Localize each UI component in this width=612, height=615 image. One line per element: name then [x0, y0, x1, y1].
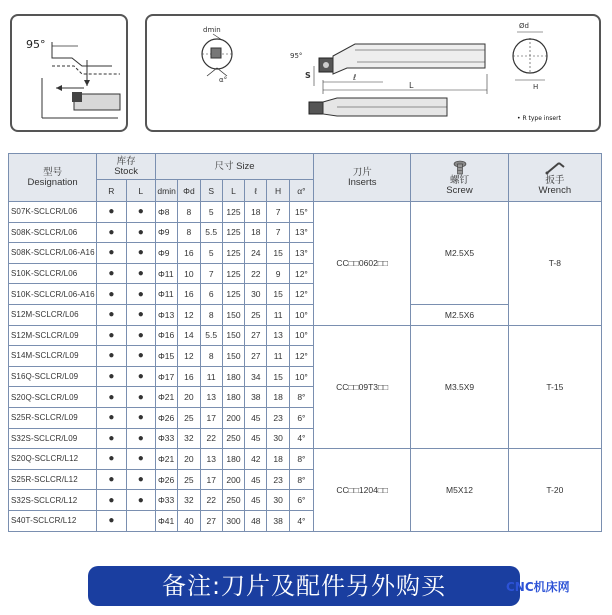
cell-length: 200 — [222, 407, 244, 428]
screw-icon — [452, 159, 468, 175]
cell-ell: 34 — [245, 366, 267, 387]
cell-alpha: 15° — [289, 202, 313, 223]
cell-stock-r: ● — [97, 202, 126, 223]
cell-dmin: Φ21 — [155, 449, 177, 470]
cell-alpha: 10° — [289, 325, 313, 346]
cell-alpha: 6° — [289, 490, 313, 511]
cell-stock-l — [126, 510, 155, 531]
cell-designation: S25R-SCLCR/L12 — [9, 469, 97, 490]
workpiece-diagram — [12, 16, 126, 130]
cell-ell: 27 — [245, 325, 267, 346]
cell-alpha: 10° — [289, 366, 313, 387]
cell-alpha: 8° — [289, 387, 313, 408]
cell-h: 15 — [267, 366, 289, 387]
cell-alpha: 6° — [289, 407, 313, 428]
cell-h: 18 — [267, 387, 289, 408]
cell-phid: 20 — [178, 449, 200, 470]
wrench-cell: T-20 — [508, 449, 601, 531]
s-label: S — [305, 71, 311, 80]
cell-s: 7 — [200, 263, 222, 284]
cell-stock-l: ● — [126, 202, 155, 223]
cell-ell: 25 — [245, 304, 267, 325]
cell-h: 30 — [267, 428, 289, 449]
cell-stock-r: ● — [97, 449, 126, 470]
cell-stock-l: ● — [126, 366, 155, 387]
l-label: ℓ — [353, 73, 357, 82]
table-body — [9, 202, 602, 532]
insert-cell: CC□□09T3□□ — [314, 325, 411, 449]
specification-table — [8, 153, 602, 532]
cell-stock-r: ● — [97, 346, 126, 367]
col-s: S — [200, 180, 222, 202]
approach-angle-label: 95° — [26, 38, 46, 51]
cell-phid: 32 — [178, 490, 200, 511]
cell-designation: S10K-SCLCR/L06-A16 — [9, 284, 97, 305]
cell-phid: 20 — [178, 387, 200, 408]
cell-length: 200 — [222, 469, 244, 490]
cell-alpha: 12° — [289, 284, 313, 305]
cell-stock-r: ● — [97, 284, 126, 305]
cell-stock-r: ● — [97, 222, 126, 243]
cell-dmin: Φ21 — [155, 387, 177, 408]
cell-s: 27 — [200, 510, 222, 531]
cell-length: 180 — [222, 366, 244, 387]
cell-phid: 32 — [178, 428, 200, 449]
cell-h: 9 — [267, 263, 289, 284]
col-alpha: α° — [289, 180, 313, 202]
cell-h: 13 — [267, 325, 289, 346]
col-ell: ℓ — [245, 180, 267, 202]
cell-s: 8 — [200, 346, 222, 367]
cell-h: 23 — [267, 407, 289, 428]
cell-ell: 24 — [245, 243, 267, 264]
cell-ell: 22 — [245, 263, 267, 284]
cell-s: 6 — [200, 284, 222, 305]
table-row — [9, 202, 602, 223]
cell-length: 125 — [222, 222, 244, 243]
cell-h: 11 — [267, 304, 289, 325]
cell-designation: S20Q-SCLCR/L12 — [9, 449, 97, 470]
cell-phid: 25 — [178, 407, 200, 428]
cell-designation: S16Q-SCLCR/L09 — [9, 366, 97, 387]
cell-dmin: Φ16 — [155, 325, 177, 346]
cell-alpha: 4° — [289, 428, 313, 449]
cell-length: 125 — [222, 243, 244, 264]
cell-s: 5.5 — [200, 222, 222, 243]
angle2-label: 95° — [290, 52, 303, 60]
cell-dmin: Φ11 — [155, 284, 177, 305]
inserts-header: 刀片 Inserts — [314, 154, 411, 202]
cell-ell: 45 — [245, 407, 267, 428]
cell-stock-l: ● — [126, 284, 155, 305]
cell-phid: 14 — [178, 325, 200, 346]
cell-h: 11 — [267, 346, 289, 367]
col-length: L — [222, 180, 244, 202]
cell-h: 15 — [267, 284, 289, 305]
cell-alpha: 12° — [289, 263, 313, 284]
cell-stock-l: ● — [126, 449, 155, 470]
size-header: 尺寸 Size — [155, 154, 313, 180]
cell-dmin: Φ11 — [155, 263, 177, 284]
cell-stock-r: ● — [97, 366, 126, 387]
cell-alpha: 8° — [289, 469, 313, 490]
cell-stock-l: ● — [126, 325, 155, 346]
cell-dmin: Φ13 — [155, 304, 177, 325]
stock-header: 库存 Stock — [97, 154, 156, 180]
cell-designation: S10K-SCLCR/L06 — [9, 263, 97, 284]
cell-stock-l: ● — [126, 428, 155, 449]
cell-length: 250 — [222, 490, 244, 511]
cell-phid: 8 — [178, 222, 200, 243]
cell-alpha: 13° — [289, 222, 313, 243]
cell-stock-r: ● — [97, 407, 126, 428]
screw-cell: M2.5X6 — [411, 304, 508, 325]
col-phid: Φd — [178, 180, 200, 202]
col-dmin: dmin — [155, 180, 177, 202]
cell-stock-r: ● — [97, 428, 126, 449]
cell-stock-l: ● — [126, 407, 155, 428]
cell-designation: S32S-SCLCR/L12 — [9, 490, 97, 511]
cell-length: 125 — [222, 284, 244, 305]
cell-designation: S32S-SCLCR/L09 — [9, 428, 97, 449]
cell-s: 13 — [200, 387, 222, 408]
cell-ell: 38 — [245, 387, 267, 408]
cell-ell: 27 — [245, 346, 267, 367]
screw-header: 螺钉 Screw — [411, 154, 508, 202]
cell-ell: 18 — [245, 202, 267, 223]
cell-designation: S08K-SCLCR/L06-A16 — [9, 243, 97, 264]
angle-diagram-panel — [10, 14, 128, 132]
wrench-header: 扳手 Wrench — [508, 154, 601, 202]
screw-cell: M5X12 — [411, 449, 508, 531]
cell-dmin: Φ17 — [155, 366, 177, 387]
cell-dmin: Φ15 — [155, 346, 177, 367]
cell-designation: S07K-SCLCR/L06 — [9, 202, 97, 223]
cell-ell: 45 — [245, 469, 267, 490]
table-row — [9, 449, 602, 470]
dmin-label: dmin — [203, 26, 221, 34]
col-h: H — [267, 180, 289, 202]
cell-stock-l: ● — [126, 304, 155, 325]
cell-h: 7 — [267, 222, 289, 243]
cell-phid: 16 — [178, 366, 200, 387]
cell-length: 150 — [222, 325, 244, 346]
cell-s: 17 — [200, 407, 222, 428]
insert-cell: CC□□1204□□ — [314, 449, 411, 531]
cell-s: 11 — [200, 366, 222, 387]
cell-designation: S08K-SCLCR/L06 — [9, 222, 97, 243]
cell-dmin: Φ9 — [155, 222, 177, 243]
cell-alpha: 8° — [289, 449, 313, 470]
cell-length: 300 — [222, 510, 244, 531]
cell-phid: 10 — [178, 263, 200, 284]
cell-stock-r: ● — [97, 490, 126, 511]
screw-cell: M3.5X9 — [411, 325, 508, 449]
screw-cell: M2.5X5 — [411, 202, 508, 305]
brand-watermark: CNC机床网 — [506, 580, 570, 594]
cell-phid: 8 — [178, 202, 200, 223]
cell-alpha: 12° — [289, 346, 313, 367]
cell-stock-l: ● — [126, 469, 155, 490]
cell-phid: 25 — [178, 469, 200, 490]
H-label: H — [533, 83, 539, 91]
cell-dmin: Φ41 — [155, 510, 177, 531]
cell-s: 13 — [200, 449, 222, 470]
cell-length: 150 — [222, 346, 244, 367]
col-r: R — [97, 180, 126, 202]
cell-ell: 48 — [245, 510, 267, 531]
cell-alpha: 4° — [289, 510, 313, 531]
cell-designation: S14M-SCLCR/L09 — [9, 346, 97, 367]
cell-stock-r: ● — [97, 263, 126, 284]
cell-length: 250 — [222, 428, 244, 449]
cell-ell: 42 — [245, 449, 267, 470]
cell-stock-r: ● — [97, 304, 126, 325]
cell-s: 5 — [200, 202, 222, 223]
note-banner: 备注:刀片及配件另外购买 — [88, 566, 520, 606]
cell-h: 30 — [267, 490, 289, 511]
table-row — [9, 325, 602, 346]
cell-phid: 16 — [178, 284, 200, 305]
cell-stock-r: ● — [97, 243, 126, 264]
cell-s: 5 — [200, 243, 222, 264]
col-l: L — [126, 180, 155, 202]
cell-s: 22 — [200, 428, 222, 449]
cell-dmin: Φ8 — [155, 202, 177, 223]
cell-stock-l: ● — [126, 222, 155, 243]
cell-length: 150 — [222, 304, 244, 325]
r-type-insert-note: • R type insert — [517, 115, 561, 122]
L-label: L — [409, 81, 414, 90]
cell-alpha: 13° — [289, 243, 313, 264]
cell-h: 18 — [267, 449, 289, 470]
cell-designation: S25R-SCLCR/L09 — [9, 407, 97, 428]
cell-stock-r: ● — [97, 469, 126, 490]
tool-holder-diagram-panel — [145, 14, 601, 132]
cell-stock-l: ● — [126, 346, 155, 367]
cell-s: 17 — [200, 469, 222, 490]
cell-stock-l: ● — [126, 243, 155, 264]
cell-phid: 12 — [178, 346, 200, 367]
cell-stock-l: ● — [126, 263, 155, 284]
wrench-cell: T-8 — [508, 202, 601, 326]
cell-designation: S40T-SCLCR/L12 — [9, 510, 97, 531]
cell-stock-l: ● — [126, 490, 155, 511]
cell-length: 125 — [222, 202, 244, 223]
cell-h: 38 — [267, 510, 289, 531]
cell-s: 5.5 — [200, 325, 222, 346]
cell-ell: 18 — [245, 222, 267, 243]
insert-cell: CC□□0602□□ — [314, 202, 411, 326]
cell-alpha: 10° — [289, 304, 313, 325]
cell-phid: 16 — [178, 243, 200, 264]
cell-ell: 45 — [245, 428, 267, 449]
cell-dmin: Φ26 — [155, 407, 177, 428]
cell-length: 180 — [222, 449, 244, 470]
cell-stock-r: ● — [97, 387, 126, 408]
cell-designation: S12M-SCLCR/L06 — [9, 304, 97, 325]
cell-dmin: Φ33 — [155, 490, 177, 511]
cell-ell: 45 — [245, 490, 267, 511]
cell-stock-r: ● — [97, 510, 126, 531]
model-header: 型号 Designation — [9, 154, 97, 202]
cell-stock-r: ● — [97, 325, 126, 346]
cell-h: 15 — [267, 243, 289, 264]
alpha-label: α° — [219, 76, 228, 84]
cell-designation: S12M-SCLCR/L09 — [9, 325, 97, 346]
cell-dmin: Φ9 — [155, 243, 177, 264]
wrench-cell: T-15 — [508, 325, 601, 449]
cell-ell: 30 — [245, 284, 267, 305]
cell-dmin: Φ33 — [155, 428, 177, 449]
cell-designation: S20Q-SCLCR/L09 — [9, 387, 97, 408]
cell-phid: 12 — [178, 304, 200, 325]
cell-h: 7 — [267, 202, 289, 223]
cell-length: 180 — [222, 387, 244, 408]
cell-length: 125 — [222, 263, 244, 284]
cell-stock-l: ● — [126, 387, 155, 408]
wrench-icon — [544, 159, 566, 175]
d-label: Ød — [519, 22, 529, 30]
cell-dmin: Φ26 — [155, 469, 177, 490]
cell-h: 23 — [267, 469, 289, 490]
cell-s: 22 — [200, 490, 222, 511]
cell-s: 8 — [200, 304, 222, 325]
cell-phid: 40 — [178, 510, 200, 531]
